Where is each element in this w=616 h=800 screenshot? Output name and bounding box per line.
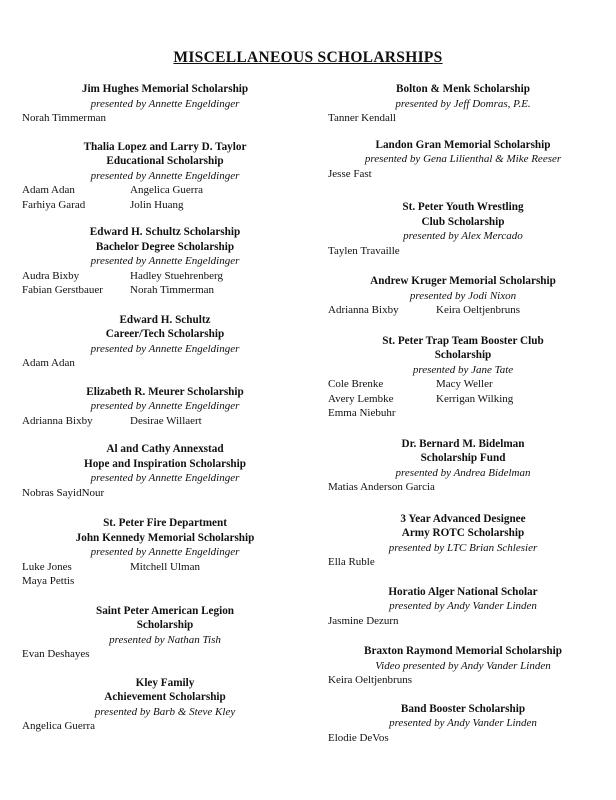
scholarship-title-line: St. Peter Fire Department	[103, 517, 227, 529]
presenter-line: presented by Annette Engeldinger	[90, 546, 240, 558]
scholarship-title	[328, 334, 598, 363]
presenter-line: presented by Annette Engeldinger	[90, 169, 240, 182]
scholarship-block	[328, 512, 598, 570]
recipients-list	[22, 183, 308, 212]
presenter-line: presented by LTC Brian Schlesier	[388, 541, 538, 554]
scholarship-block	[22, 676, 308, 734]
recipient-name: Tanner Kendall	[328, 112, 396, 124]
scholarship-block	[22, 385, 308, 429]
recipient-name: Angelica Guerra	[130, 184, 203, 196]
scholarship-block	[328, 200, 598, 258]
scholarship-title	[22, 516, 308, 545]
recipient-name: Jasmine Dezurn	[328, 614, 399, 627]
recipients-list	[22, 486, 308, 501]
scholarship-block	[22, 82, 308, 126]
page-title: MISCELLANEOUS SCHOLARSHIPS	[173, 49, 443, 66]
scholarship-title-line: 3 Year Advanced Designee	[400, 512, 526, 525]
recipients-list	[22, 356, 308, 371]
recipients-list	[22, 560, 308, 589]
presenter-line: presented by Annette Engeldinger	[90, 255, 240, 267]
scholarship-title-line: Al and Cathy Annexstad	[106, 443, 224, 455]
presenter-line: presented by Nathan Tish	[109, 633, 221, 646]
scholarship-title-line: Edward H. Schultz	[119, 313, 211, 326]
scholarship-block	[328, 138, 598, 182]
presenter-line: presented by Annette Engeldinger	[90, 97, 240, 110]
recipient-name: Taylen Travaille	[328, 244, 400, 257]
recipients-list	[22, 269, 308, 298]
scholarship-title-line: Jim Hughes Memorial Scholarship	[81, 83, 249, 95]
scholarship-title-line: Dr. Bernard M. Bidelman	[401, 437, 525, 450]
scholarship-title-line: John Kennedy Memorial Scholarship	[75, 531, 255, 544]
presenter-line: presented by Jane Tate	[412, 363, 514, 376]
scholarship-title	[22, 385, 308, 400]
scholarship-title-line: Hope and Inspiration Scholarship	[84, 457, 246, 470]
recipients-list	[328, 244, 598, 259]
scholarship-title-line: Achievement Scholarship	[104, 691, 226, 703]
scholarship-title	[328, 82, 598, 97]
scholarship-title-line: Bolton & Menk Scholarship	[396, 83, 530, 95]
recipients-list	[328, 614, 598, 629]
scholarship-title-line: Career/Tech Scholarship	[105, 328, 225, 340]
recipient-name: Audra Bixby	[22, 269, 80, 282]
scholarship-block	[328, 274, 598, 318]
right-column	[328, 82, 598, 745]
scholarship-block	[328, 585, 598, 629]
presenter-line: presented by Annette Engeldinger	[90, 342, 240, 355]
recipient-name: Keira Oeltjenbruns	[328, 674, 412, 686]
scholarship-block	[22, 442, 308, 500]
scholarship-block	[328, 437, 598, 495]
scholarship-block	[22, 140, 308, 213]
recipient-name: Luke Jones	[22, 560, 72, 573]
scholarship-title-line: Andrew Kruger Memorial Scholarship	[370, 275, 556, 287]
recipient-name: Evan Deshayes	[22, 648, 90, 660]
presenter-line: presented by Andy Vander Linden	[389, 600, 537, 612]
scholarship-title	[22, 676, 308, 705]
scholarship-block	[22, 516, 308, 589]
scholarship-title	[22, 313, 308, 342]
scholarship-title	[22, 225, 308, 254]
recipients-list	[328, 555, 598, 570]
recipient-name: Matias Anderson Garcia	[328, 481, 435, 493]
scholarship-title	[328, 274, 598, 289]
recipient-name: Macy Weller	[436, 378, 493, 390]
scholarship-title-line: Scholarship Fund	[420, 452, 506, 464]
recipient-name: Adam Adan	[22, 184, 75, 196]
recipients-list	[328, 673, 598, 688]
scholarship-title-line: Saint Peter American Legion	[95, 604, 235, 617]
scholarship-title	[22, 442, 308, 471]
recipients-list	[328, 111, 598, 126]
scholarship-title-line: Elizabeth R. Meurer Scholarship	[86, 385, 244, 398]
presenter-line: presented by Annette Engeldinger	[90, 400, 240, 412]
scholarship-block	[328, 334, 598, 421]
recipients-list	[22, 647, 308, 662]
recipient-name: Keira Oeltjenbruns	[436, 304, 520, 316]
recipient-name: Hadley Stuehrenberg	[130, 269, 223, 282]
recipient-name: Adrianna Bixby	[328, 304, 399, 316]
scholarship-title-line: Edward H. Schultz Scholarship	[89, 226, 241, 238]
scholarship-title-line: Club Scholarship	[421, 215, 505, 228]
presenter-line: presented by Gena Lilienthal & Mike Reeser	[364, 153, 562, 165]
scholarship-title-line: Landon Gran Memorial Scholarship	[375, 138, 551, 151]
recipient-name: Emma Niebuhr	[328, 407, 396, 419]
recipient-name: Elodie DeVos	[328, 731, 389, 744]
scholarship-title	[22, 82, 308, 97]
scholarship-title-line: Horatio Alger National Scholar	[388, 585, 538, 598]
recipient-name: Jesse Fast	[328, 167, 372, 180]
scholarship-block	[22, 225, 308, 298]
presenter-line: presented by Andrea Bidelman	[395, 466, 531, 479]
scholarship-title	[328, 644, 598, 659]
recipients-list	[22, 111, 308, 126]
recipient-name: Adrianna Bixby	[22, 414, 93, 427]
recipient-name: Avery Lembke	[328, 392, 394, 405]
scholarship-block	[328, 82, 598, 126]
scholarship-title	[328, 138, 598, 153]
recipient-name: Ella Ruble	[328, 556, 375, 568]
scholarship-title-line: Braxton Raymond Memorial Scholarship	[364, 645, 562, 657]
scholarship-title	[328, 512, 598, 541]
scholarship-block	[22, 604, 308, 662]
presenter-line: presented by Jeff Domras, P.E.	[395, 97, 531, 110]
recipient-name: Norah Timmerman	[22, 112, 107, 124]
scholarship-title-line: Kley Family	[135, 676, 195, 689]
recipient-name: Farhiya Garad	[22, 198, 86, 211]
left-column	[22, 82, 308, 734]
recipient-name: Jolin Huang	[130, 198, 184, 211]
recipient-name: Norah Timmerman	[130, 284, 215, 296]
presenter-line: presented by Jodi Nixon	[409, 289, 517, 302]
recipient-name: Mitchell Ulman	[130, 560, 200, 573]
presenter-line: presented by Barb & Steve Kley	[94, 705, 236, 718]
scholarship-title-line: Band Booster Scholarship	[400, 702, 526, 715]
scholarship-title-line: Scholarship	[136, 619, 194, 631]
scholarship-title	[22, 604, 308, 633]
presenter-line: presented by Alex Mercado	[403, 230, 523, 242]
presenter-line: Video presented by Andy Vander Linden	[375, 659, 551, 672]
scholarship-title-line: St. Peter Trap Team Booster Club	[382, 334, 544, 347]
scholarship-block	[328, 702, 598, 746]
recipient-name: Adam Adan	[22, 357, 75, 369]
recipients-list	[328, 377, 598, 421]
recipients-list	[328, 167, 598, 182]
scholarship-title	[328, 702, 598, 717]
scholarship-title	[22, 140, 308, 169]
scholarship-title-line: Bachelor Degree Scholarship	[95, 240, 235, 253]
recipient-name: Angelica Guerra	[22, 720, 95, 732]
recipients-list	[22, 719, 308, 734]
scholarship-title-line: St. Peter Youth Wrestling	[402, 201, 524, 213]
scholarship-block	[328, 644, 598, 688]
recipients-list	[22, 414, 308, 429]
recipients-list	[328, 480, 598, 495]
scholarship-title	[328, 437, 598, 466]
recipients-list	[328, 731, 598, 746]
recipient-name: Nobras SayidNour	[22, 486, 105, 499]
scholarship-title	[328, 585, 598, 600]
presenter-line: presented by Andy Vander Linden	[389, 717, 537, 729]
scholarship-title	[328, 200, 598, 229]
recipient-name: Kerrigan Wilking	[436, 392, 514, 405]
recipient-name: Fabian Gerstbauer	[22, 284, 103, 296]
recipient-name: Cole Brenke	[328, 378, 384, 390]
scholarship-title-line: Army ROTC Scholarship	[401, 527, 525, 539]
recipient-name: Desirae Willaert	[130, 414, 202, 427]
presenter-line: presented by Annette Engeldinger	[90, 472, 240, 484]
scholarship-title-line: Thalia Lopez and Larry D. Taylor	[83, 140, 247, 153]
recipient-name: Maya Pettis	[22, 575, 75, 587]
scholarship-block	[22, 313, 308, 371]
recipients-list	[328, 303, 598, 318]
scholarship-title-line: Educational Scholarship	[106, 155, 224, 167]
scholarship-title-line: Scholarship	[434, 349, 492, 361]
